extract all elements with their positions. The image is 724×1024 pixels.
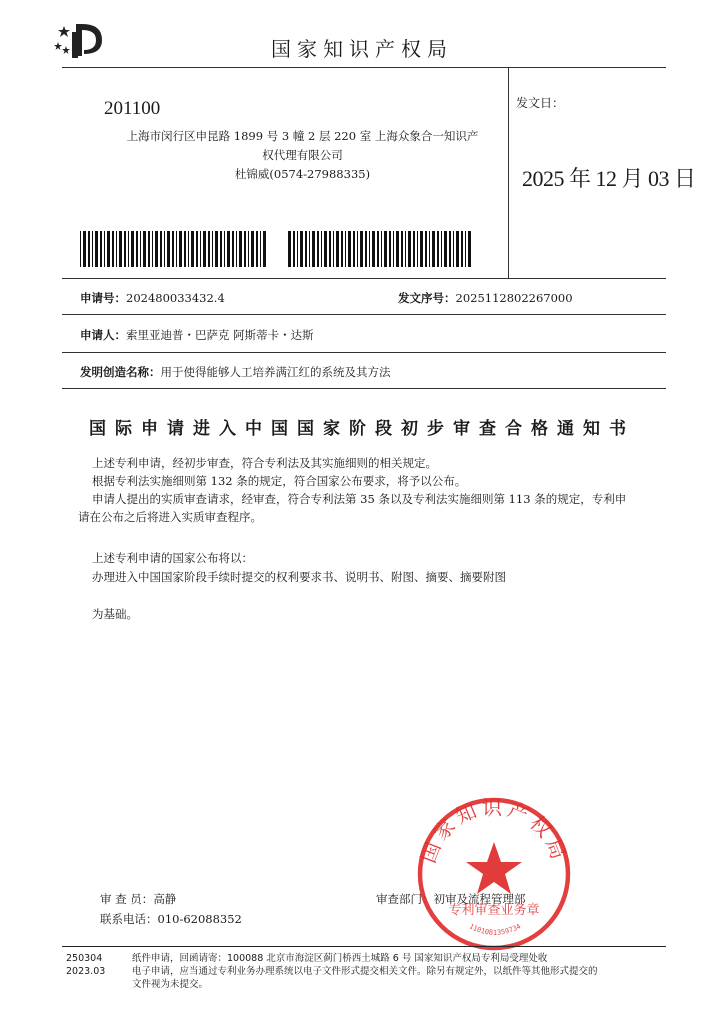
document-number-row: [398, 290, 573, 306]
svg-text:国家知识产权局: 国家知识产权局: [415, 795, 573, 867]
invention-label: 发明创造名称：: [80, 365, 161, 379]
examiner-row: [100, 891, 176, 907]
form-version: 2023.03: [66, 966, 106, 977]
application-number-label: 申请号：: [80, 291, 126, 305]
notice-title: 国际申请进入中国国家阶段初步审查合格通知书: [89, 419, 635, 439]
application-number-row: [80, 290, 225, 306]
address-line: 上海市闵行区申昆路 1899 号 3 幢 2 层 220 室 上海众象合一知识产: [126, 129, 479, 143]
date-label: 发文日：: [516, 96, 565, 110]
divider: [62, 67, 666, 68]
footer-line: 纸件申请，回函请寄：100088 北京市海淀区蓟门桥西土城路 6 号 国家知识产权局专利局受理处收: [132, 953, 548, 964]
phone-row: [100, 911, 242, 927]
paragraph: 请在公布之后将进入实质审查程序。: [78, 510, 262, 524]
barcode: [288, 231, 472, 267]
official-seal-icon: [414, 794, 574, 954]
divider: [62, 388, 666, 389]
phone-number: 010-62088352: [157, 912, 242, 926]
form-code: 250304: [66, 953, 103, 964]
examiner-label: 审 查 员：: [100, 892, 154, 906]
phone-label: 联系电话：: [100, 912, 158, 926]
paragraph: 上述专利申请，经初步审查，符合专利法及其实施细则的相关规定。: [92, 456, 437, 470]
divider: [62, 314, 666, 315]
svg-text:1101081359734: 1101081359734: [467, 922, 523, 937]
footer-line: 电子申请，应当通过专利业务办理系统以电子文件形式提交相关文件。除另有规定外，以纸件等其他形式提交的: [132, 966, 598, 977]
divider: [62, 946, 666, 947]
applicant: 索里亚迪普・巴萨克 阿斯蒂卡・达斯: [126, 328, 314, 342]
paragraph: 办理进入中国国家阶段手续时提交的权利要求书、说明书、附图、摘要、摘要附图: [92, 570, 506, 584]
document-number: 2025112802267000: [455, 291, 573, 305]
divider: [62, 278, 666, 279]
divider: [508, 68, 509, 278]
footer-line: 文件视为未提交。: [132, 979, 209, 990]
application-number: 202480033432.4: [126, 291, 225, 305]
barcode: [80, 231, 270, 267]
paragraph: 为基础。: [92, 607, 138, 621]
applicant-row: [80, 327, 314, 343]
applicant-label: 申请人：: [80, 328, 126, 342]
department-label: 审查部门：: [376, 892, 434, 906]
paragraph: 根据专利法实施细则第 132 条的规定，符合国家公布要求，将予以公布。: [92, 474, 467, 488]
paragraph: 申请人提出的实质审查请求，经审查，符合专利法第 35 条以及专利法实施细则第 113 条的规定，专利申: [92, 492, 627, 506]
page-title: 国家知识产权局: [271, 37, 453, 61]
paragraph: 上述专利申请的国家公布将以：: [92, 551, 253, 565]
divider: [62, 352, 666, 353]
postcode: 201100: [104, 98, 161, 119]
invention-title: 用于使得能够人工培养满江红的系统及其方法: [160, 365, 391, 379]
svg-text:专利审查业务章: 专利审查业务章: [448, 903, 540, 918]
address-line: 权代理有限公司: [262, 148, 343, 162]
examiner-name: 高静: [153, 892, 177, 906]
document-number-label: 发文序号：: [398, 291, 456, 305]
invention-row: [80, 364, 391, 380]
department: 初审及流程管理部: [433, 892, 526, 906]
issue-date: 2025 年 12 月 03 日: [522, 166, 696, 191]
address-line: 杜锦威(0574-27988335): [234, 167, 371, 181]
